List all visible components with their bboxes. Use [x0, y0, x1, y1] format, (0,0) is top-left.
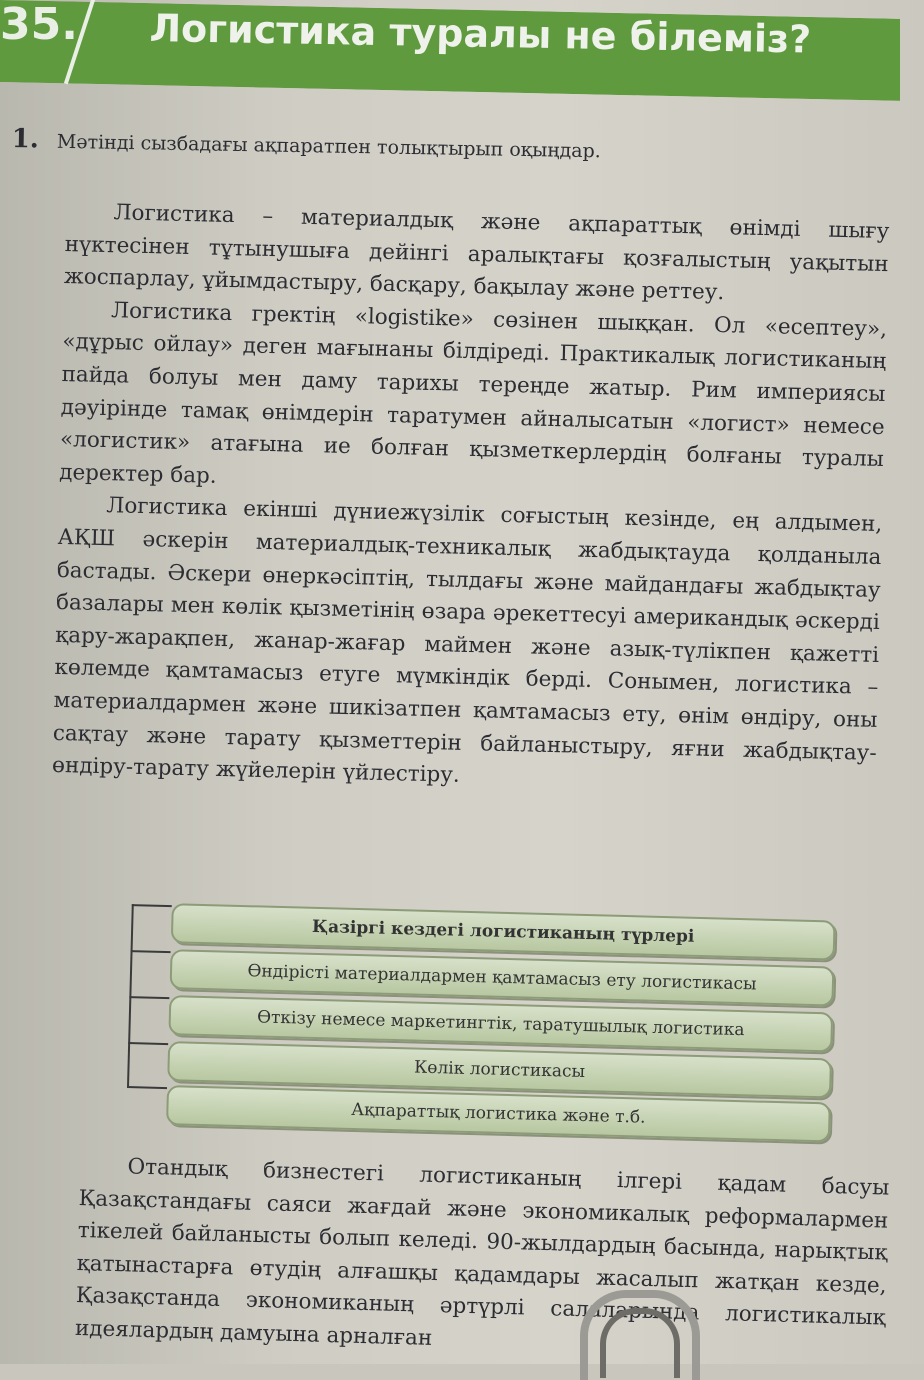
diagram-connector: [127, 1086, 167, 1089]
paragraph-domestic-business: Отандық бизнестегі логистиканың ілгері қадам басуы Қазақстандағы саяси жағдай және экономикалық реформалармен тікелей байланысты болып келеді. 90-жылдардың басында, нарықтық қатынастарға өтудің алғашқы қадамдары жасалып жатқан кезде, Қазақстанда экономиканың әртүрлі салаларында логистикалық идеялардың дамуына арналған: [74, 1154, 890, 1351]
diagram-item-marketing: Өткізу немесе маркетингтік, таратушылық логистика: [168, 995, 833, 1052]
diagram-item-information: Ақпараттық логистика және т.б.: [166, 1085, 831, 1142]
diagram-connector: [131, 950, 171, 953]
diagram-connector: [128, 1042, 168, 1045]
diagram-heading-box: Қазіргі кездегі логистиканың түрлері: [171, 903, 836, 960]
continuation-text: [75, 1150, 890, 1368]
paragraph-definition: Логистика – материалдық және ақпараттық өнімді шығу нүктесінен тұтынушыға дейінгі аралықтағы қозғалыстың уақытын жоспарлау, ұйымдастыру, басқару, бақылау және реттеу.: [63, 200, 890, 306]
diagram-item-transport: Көлік логистикасы: [167, 1041, 832, 1098]
binder-clip-inner-icon: [600, 1308, 680, 1378]
task-number: 1.: [11, 124, 40, 155]
task-instruction: [11, 124, 791, 170]
logistics-types-diagram: [122, 896, 838, 1155]
diagram-connector: [132, 904, 172, 907]
diagram-connector-vertical: [127, 904, 134, 1086]
paragraph-history: Логистика екінші дүниежүзілік соғыстың кезінде, ең алдымен, АҚШ әскерін материалдық-техникалық жабдықтауда қолданыла бастады. Әскери өнеркәсіптің, тылдағы және майдандағы жабдықтау базалары мен көлік қызметінің өзара әрекеттесуі американдық әскерді қару-жарақпен, жанар-жағар маймен және азық-түлікпен қажетті көлемде қамтамасыз етуге мүмкіндік берді. Сонымен, логистика – материалдармен және шикізатпен қамтамасыз ету, өнім өндіру, оны сақтау және тарату қызметтерін байланыстыру, яғни жабдықтау-өндіру-тарату жүйелерін үйлестіру.: [51, 493, 883, 788]
diagram-item-production: Өндірісті материалдармен қамтамасыз ету логистикасы: [170, 949, 835, 1006]
main-text: [52, 196, 890, 803]
lesson-number: 35.: [0, 0, 78, 50]
lesson-title: Логистика туралы не білеміз?: [149, 5, 812, 62]
diagram-connector: [129, 996, 169, 999]
task-text: Мәтінді сызбадағы ақпаратпен толықтырып оқыңдар.: [56, 130, 601, 163]
paragraph-origin: Логистика гректің «logistike» сөзінен шыққан. Ол «есептеу», «дұрыс ойлау» деген мағынаны білдіреді. Практикалық логистиканың пайда болуы мен даму тарихы тереңде жатыр. Рим империясы дәуірінде тамақ өнімдерін таратумен айналысатын «логист» немесе «логистик» атағына ие болған қызметкерлердің болғаны туралы деректер бар.: [58, 297, 888, 489]
